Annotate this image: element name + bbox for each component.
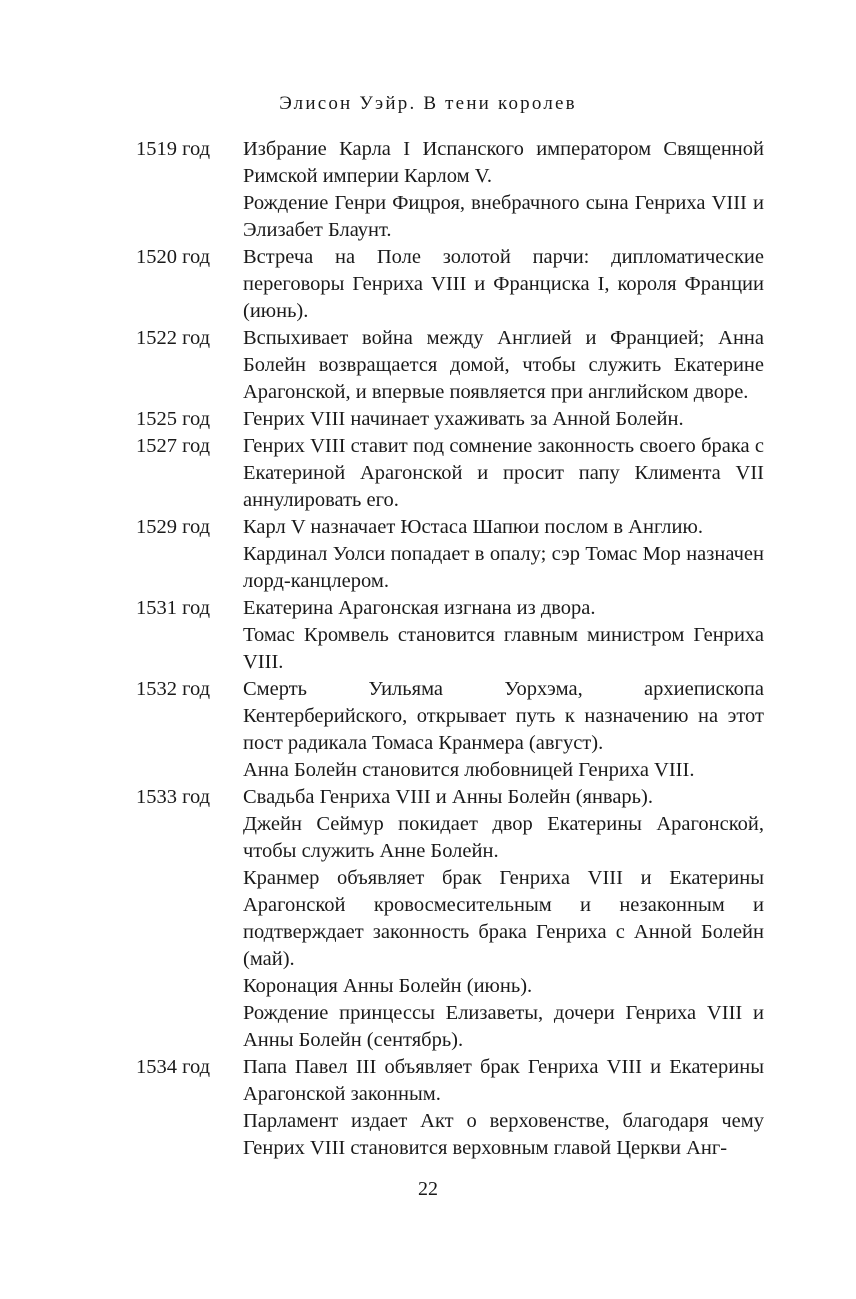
entry-events bbox=[243, 514, 764, 595]
entry-events bbox=[243, 784, 764, 1054]
chronology-entry bbox=[136, 784, 764, 1054]
entry-events bbox=[243, 595, 764, 676]
chronology-entry bbox=[136, 244, 764, 325]
entry-events bbox=[243, 244, 764, 325]
entry-year: 1527 год bbox=[136, 435, 211, 457]
entry-year: 1531 год bbox=[136, 597, 211, 619]
event-text: Рождение принцессы Елизаветы, дочери Генриха VIII и Анны Болейн (сентябрь). bbox=[243, 1002, 764, 1051]
event-text: Кардинал Уолси попадает в опалу; сэр Томас Мор назначен лорд-канцлером. bbox=[243, 543, 764, 592]
entry-year: 1525 год bbox=[136, 408, 211, 430]
event-text: Избрание Карла I Испанского императором Священной Римской империи Карлом V. bbox=[243, 138, 764, 187]
running-header: Элисон Уэйр. В тени королев bbox=[279, 93, 577, 114]
event-text: Парламент издает Акт о верховенстве, благодаря чему Генрих VIII становится верховным главой Церкви Анг- bbox=[243, 1110, 764, 1159]
entry-year: 1529 год bbox=[136, 516, 211, 538]
event-text: Смерть Уильяма Уорхэма, архиепископа Кентерберийского, открывает путь к назначению на этот пост радикала Томаса Кранмера (август). bbox=[243, 678, 764, 754]
event-text: Генрих VIII ставит под сомнение законность своего брака с Екатериной Арагонской и просит папу Климента VII аннулировать его. bbox=[243, 435, 764, 511]
event-text: Карл V назначает Юстаса Шапюи послом в Англию. bbox=[243, 516, 703, 538]
entry-events bbox=[243, 1054, 764, 1162]
chronology-entry bbox=[136, 325, 764, 406]
event-text: Томас Кромвель становится главным министром Генриха VIII. bbox=[243, 624, 764, 673]
event-text: Рождение Генри Фицроя, внебрачного сына Генриха VIII и Элизабет Блаунт. bbox=[243, 192, 764, 241]
entry-events bbox=[243, 406, 764, 433]
event-text: Джейн Сеймур покидает двор Екатерины Арагонской, чтобы служить Анне Болейн. bbox=[243, 813, 764, 862]
event-text: Вспыхивает война между Англией и Францией; Анна Болейн возвращается домой, чтобы служить Екатерине Арагонской, и впервые появляется при английском дворе. bbox=[243, 327, 764, 403]
event-text: Встреча на Поле золотой парчи: дипломатические переговоры Генриха VIII и Франциска I, короля Франции (июнь). bbox=[243, 246, 764, 322]
event-text: Кранмер объявляет брак Генриха VIII и Екатерины Арагонской кровосмесительным и незаконным и подтверждает законность брака Генриха с Анной Болейн (май). bbox=[243, 867, 764, 970]
event-text: Коронация Анны Болейн (июнь). bbox=[243, 975, 533, 997]
chronology-entry bbox=[136, 433, 764, 514]
entry-year: 1532 год bbox=[136, 678, 211, 700]
chronology-entry bbox=[136, 676, 764, 784]
entry-events bbox=[243, 676, 764, 784]
chronology-entry bbox=[136, 1054, 764, 1162]
entry-events bbox=[243, 136, 764, 244]
entry-year: 1519 год bbox=[136, 138, 211, 160]
entry-events bbox=[243, 325, 764, 406]
event-text: Свадьба Генриха VIII и Анны Болейн (январь). bbox=[243, 786, 653, 808]
chronology-list bbox=[136, 136, 764, 1162]
entry-year: 1520 год bbox=[136, 246, 211, 268]
chronology-entry bbox=[136, 406, 764, 433]
chronology-entry bbox=[136, 595, 764, 676]
page-number: 22 bbox=[418, 1178, 438, 1200]
event-text: Екатерина Арагонская изгнана из двора. bbox=[243, 597, 596, 619]
entry-events bbox=[243, 433, 764, 514]
chronology-entry bbox=[136, 514, 764, 595]
event-text: Папа Павел III объявляет брак Генриха VIII и Екатерины Арагонской законным. bbox=[243, 1056, 764, 1105]
entry-year: 1534 год bbox=[136, 1056, 211, 1078]
entry-year: 1533 год bbox=[136, 786, 211, 808]
chronology-entry bbox=[136, 136, 764, 244]
event-text: Генрих VIII начинает ухаживать за Анной Болейн. bbox=[243, 408, 684, 430]
event-text: Анна Болейн становится любовницей Генриха VIII. bbox=[243, 759, 695, 781]
entry-year: 1522 год bbox=[136, 327, 211, 349]
